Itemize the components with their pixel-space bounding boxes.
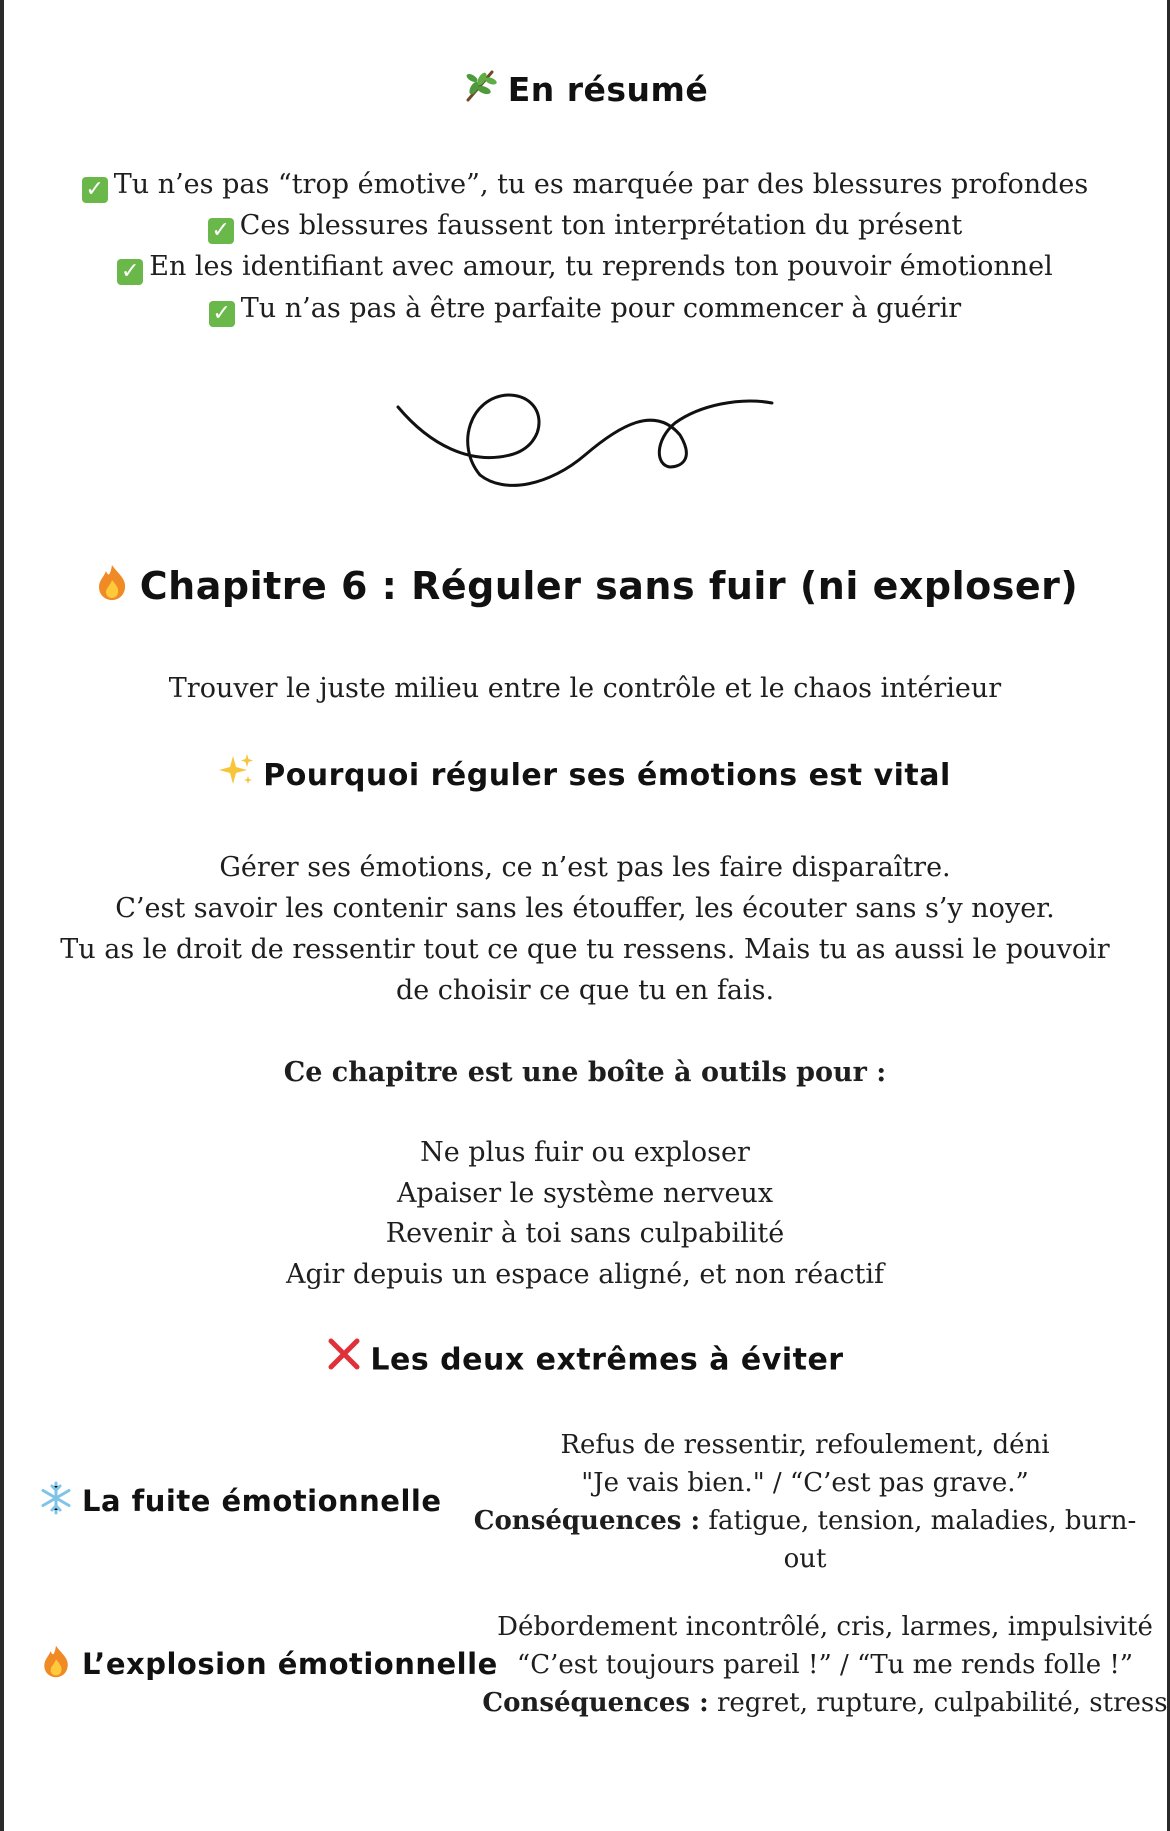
summary-item-text: En les identifiant avec amour, tu reprends ton pouvoir émotionnel bbox=[149, 251, 1053, 282]
summary-item-3 bbox=[0, 246, 1170, 287]
chapter-subtitle: Trouver le juste milieu entre le contrôle et le chaos intérieur bbox=[168, 673, 1002, 704]
why-line-1: Gérer ses émotions, ce n’est pas les faire disparaître. bbox=[219, 852, 951, 883]
chapter-heading bbox=[0, 558, 1170, 617]
herb-icon bbox=[462, 66, 500, 117]
why-line-3: Tu as le droit de ressentir tout ce que tu ressens. Mais tu as aussi le pouvoir bbox=[60, 934, 1110, 965]
consequences-text: regret, rupture, culpabilité, stress bbox=[708, 1688, 1168, 1718]
extremes-title: Les deux extrêmes à éviter bbox=[370, 1342, 844, 1378]
extreme-label-explosion bbox=[38, 1641, 498, 1687]
check-icon: ✓ bbox=[208, 218, 234, 244]
summary-item-2 bbox=[0, 205, 1170, 246]
extremes-heading bbox=[0, 1336, 1170, 1386]
snowflake-icon bbox=[38, 1480, 74, 1523]
extreme-label-flight bbox=[38, 1478, 442, 1524]
extreme-label-text: L’explosion émotionnelle bbox=[82, 1647, 498, 1681]
swirl-divider bbox=[390, 385, 780, 500]
toolbox-heading: Ce chapitre est une boîte à outils pour : bbox=[283, 1057, 887, 1088]
extreme-desc-quote: “C’est toujours pareil !” / “Tu me rends folle !” bbox=[516, 1650, 1134, 1680]
chapter-title: Chapitre 6 : Réguler sans fuir (ni exploser) bbox=[139, 564, 1079, 608]
summary-item-text: Ces blessures faussent ton interprétation du présent bbox=[239, 210, 963, 241]
extreme-desc-flight bbox=[460, 1426, 1150, 1578]
summary-item-text: Tu n’es pas “trop émotive”, tu es marquée par des blessures profondes bbox=[113, 169, 1089, 200]
fire-icon bbox=[38, 1643, 74, 1686]
extreme-label-text: La fuite émotionnelle bbox=[82, 1484, 442, 1518]
summary-item-text: Tu n’as pas à être parfaite pour commencer à guérir bbox=[240, 293, 962, 324]
why-title: Pourquoi réguler ses émotions est vital bbox=[263, 758, 951, 793]
extreme-desc-line: Refus de ressentir, refoulement, déni bbox=[560, 1430, 1050, 1460]
cross-mark-icon bbox=[326, 1336, 362, 1386]
check-icon: ✓ bbox=[117, 259, 143, 285]
summary-item-1 bbox=[0, 164, 1170, 205]
toolbox-item-3: Revenir à toi sans culpabilité bbox=[385, 1218, 785, 1249]
check-icon: ✓ bbox=[209, 301, 235, 327]
extreme-desc-line: Débordement incontrôlé, cris, larmes, impulsivité bbox=[497, 1612, 1153, 1642]
extreme-consequences bbox=[460, 1502, 1150, 1578]
check-icon: ✓ bbox=[82, 177, 108, 203]
summary-item-4 bbox=[0, 288, 1170, 329]
toolbox-item-1: Ne plus fuir ou exploser bbox=[420, 1137, 750, 1168]
consequences-label: Conséquences : bbox=[473, 1506, 701, 1536]
why-line-2: C’est savoir les contenir sans les étouffer, les écouter sans s’y noyer. bbox=[115, 893, 1055, 924]
consequences-label: Conséquences : bbox=[482, 1688, 709, 1718]
toolbox-item-2: Apaiser le système nerveux bbox=[396, 1178, 774, 1209]
summary-heading bbox=[0, 66, 1170, 117]
summary-title: En résumé bbox=[507, 70, 709, 109]
why-heading bbox=[0, 752, 1170, 801]
sparkles-icon bbox=[219, 752, 255, 801]
extreme-consequences bbox=[480, 1684, 1170, 1722]
extreme-desc-explosion bbox=[480, 1608, 1170, 1722]
extreme-desc-quote: "Je vais bien." / “C’est pas grave.” bbox=[581, 1468, 1029, 1498]
consequences-text: fatigue, tension, maladies, burn-out bbox=[700, 1506, 1137, 1574]
fire-icon bbox=[92, 561, 132, 617]
toolbox-item-4: Agir depuis un espace aligné, et non réactif bbox=[286, 1259, 884, 1290]
why-line-4: de choisir ce que tu en fais. bbox=[395, 975, 775, 1006]
